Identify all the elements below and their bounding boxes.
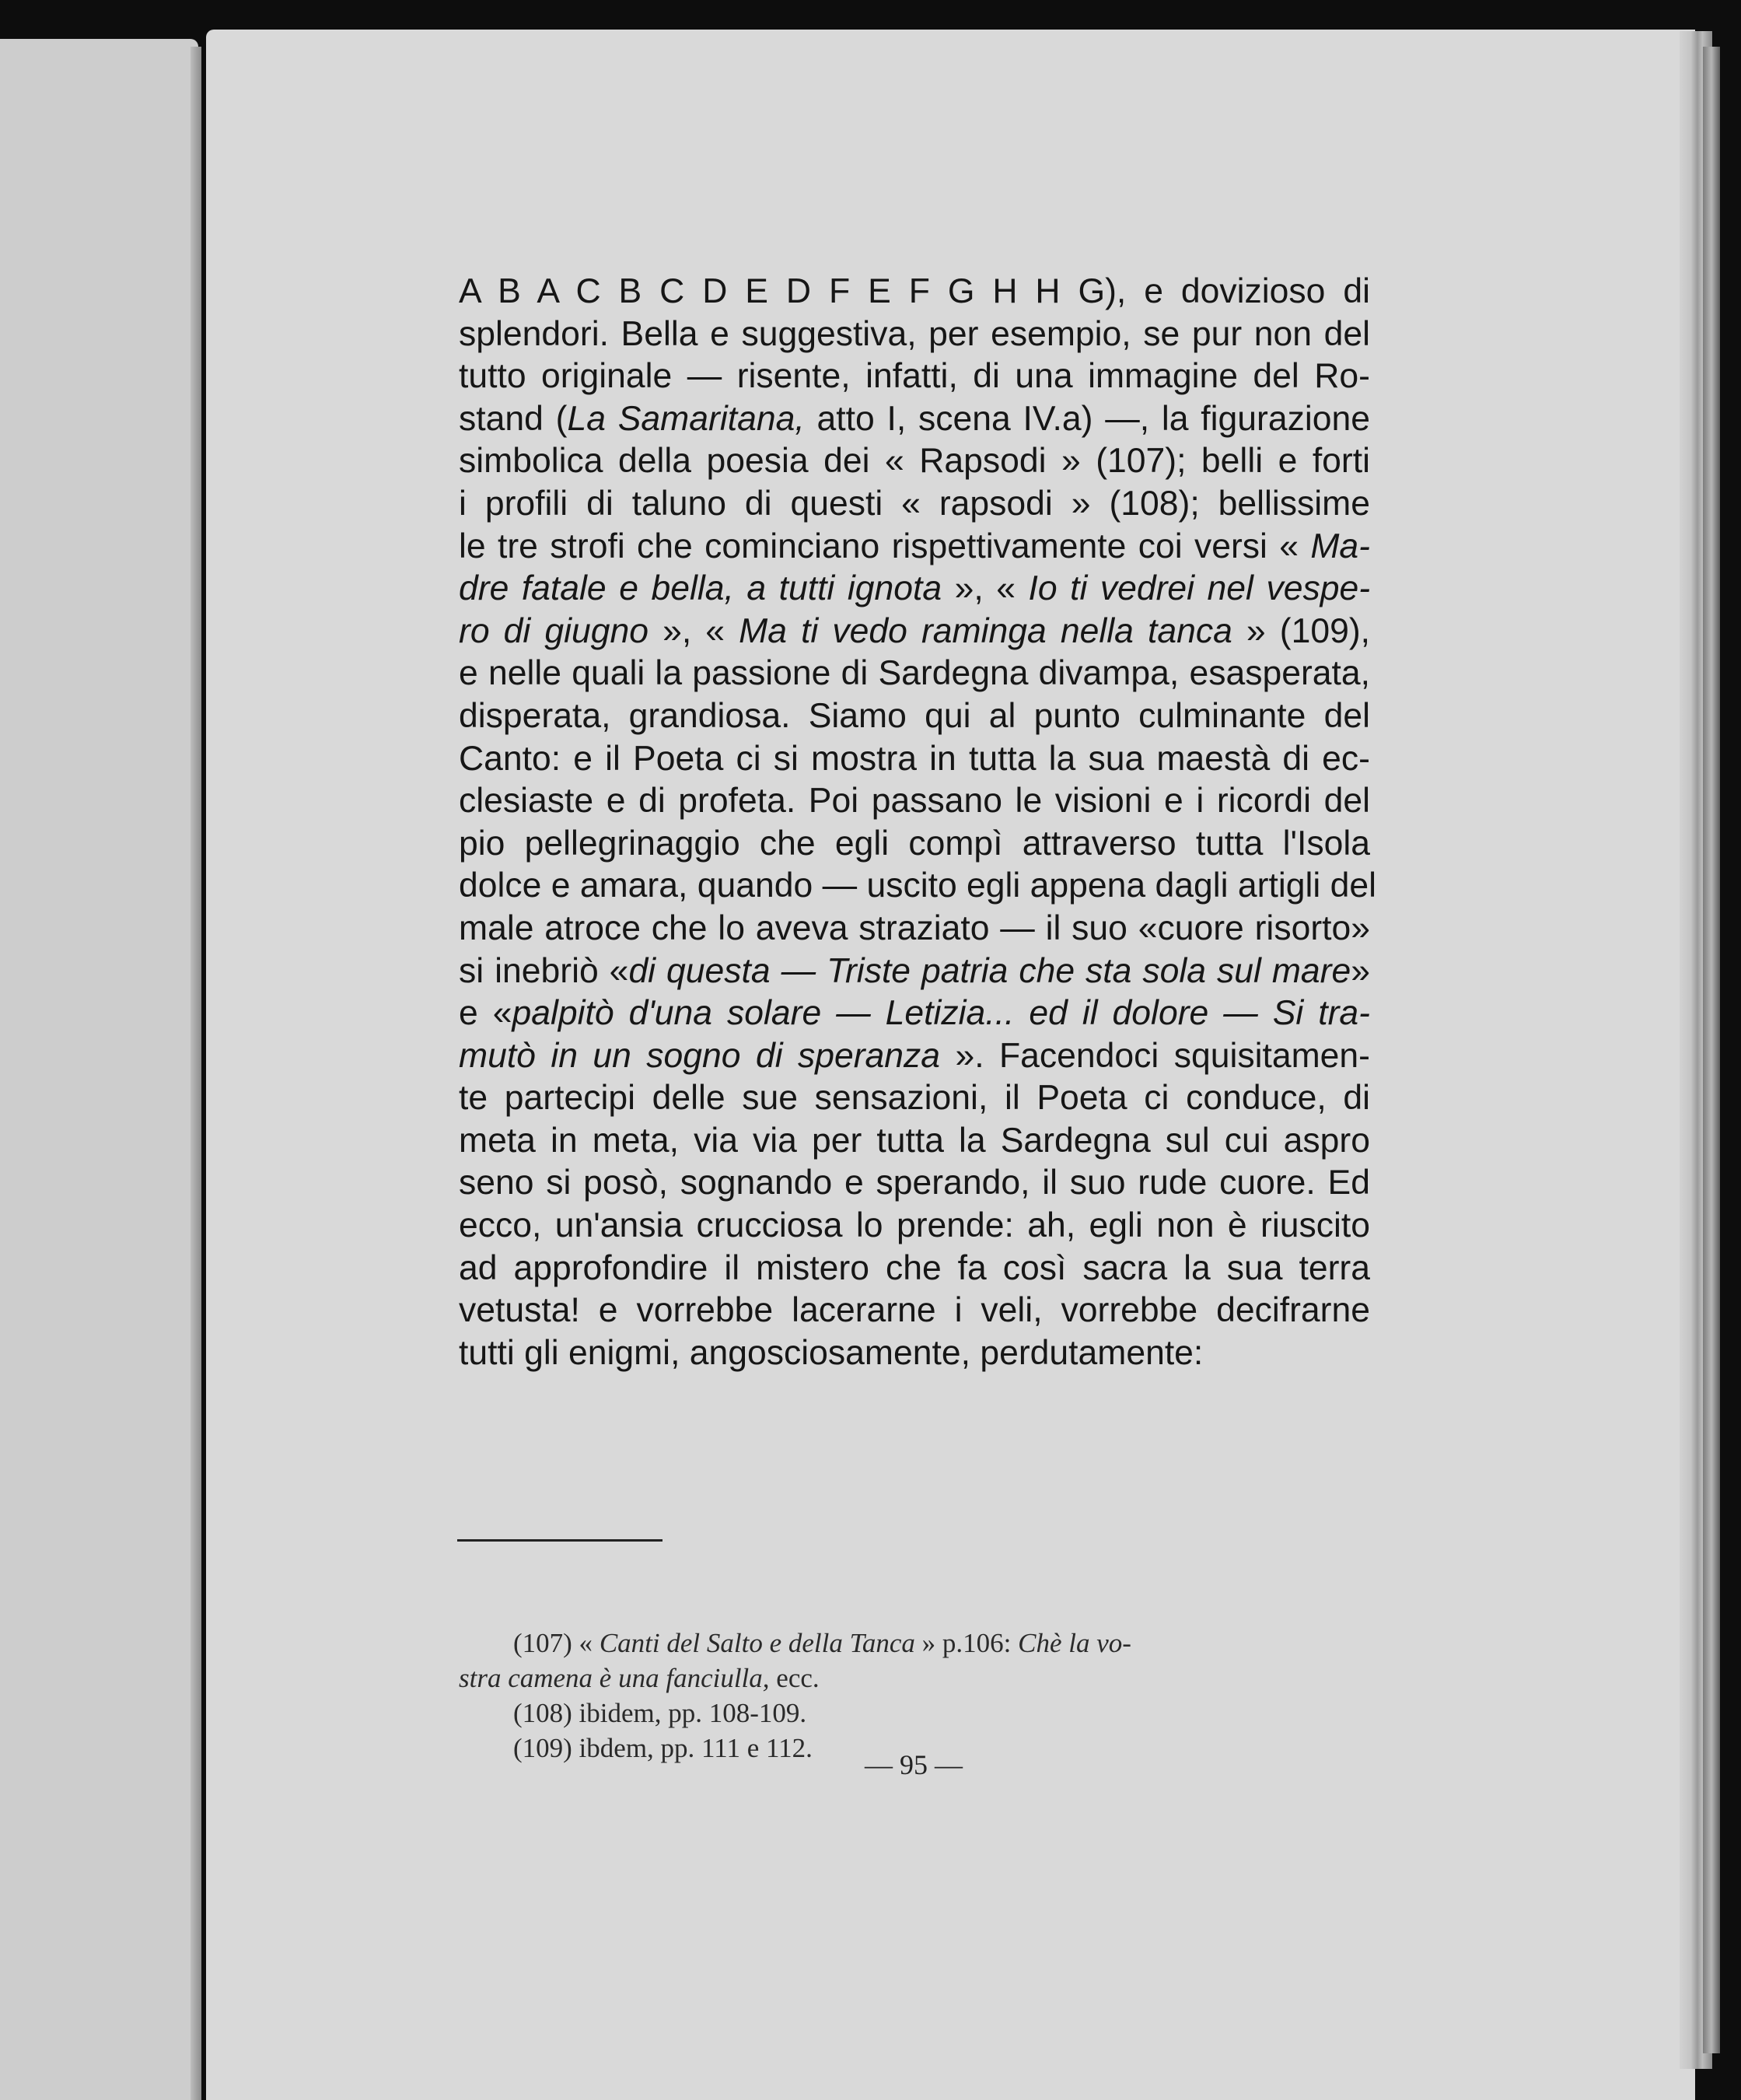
text-segment: ad approfondire il mistero che fa così sacra la sua terra	[459, 1248, 1370, 1287]
text-segment: male atroce che lo aveva straziato — il suo «cuore risorto»	[459, 908, 1370, 947]
text-segment: atto I, scena IV.a) —, la figurazione	[804, 399, 1370, 438]
text-segment: tutti gli enigmi, angosciosamente, perdutamente:	[459, 1333, 1204, 1372]
book-gutter	[191, 47, 201, 2100]
italic-text: stra camena è una fanciulla,	[459, 1663, 770, 1693]
text-line	[459, 1120, 1370, 1163]
text-segment: clesiaste e di profeta. Poi passano le visioni e i ricordi del	[459, 782, 1370, 821]
text-segment: seno si posò, sognando e sperando, il suo rude cuore. Ed	[459, 1164, 1370, 1202]
book-cover-edge	[1703, 47, 1720, 2053]
text-segment: A B A C B C D E D F E F G H H G), e dovizioso di	[459, 272, 1370, 310]
text-segment: stand (	[459, 399, 568, 438]
text-segment: », «	[649, 611, 739, 650]
text-segment: »	[1351, 951, 1371, 990]
text-line	[459, 568, 1370, 611]
text-segment: » (109),	[1232, 611, 1371, 650]
text-line	[459, 780, 1370, 823]
text-segment: e «	[459, 994, 512, 1033]
main-text-block	[459, 271, 1377, 1374]
text-segment: si inebriò «	[459, 951, 629, 990]
text-line	[459, 271, 1370, 313]
text-line	[459, 1205, 1370, 1248]
text-segment: tutto originale — risente, infatti, di una immagine del Ro-	[459, 357, 1370, 396]
text-segment: vetusta! e vorrebbe lacerarne i veli, vorrebbe decifrarne	[459, 1291, 1370, 1330]
text-segment: pio pellegrinaggio che egli compì attraverso tutta l'Isola	[459, 824, 1370, 863]
text-segment: (109) ibdem, pp. 111 e 112.	[513, 1733, 813, 1763]
text-line	[459, 1035, 1370, 1078]
text-line	[459, 483, 1370, 526]
text-segment: (108) ibidem, pp. 108-109.	[513, 1698, 807, 1728]
footnote-line	[459, 1696, 1370, 1731]
italic-text: palpitò d'una solare — Letizia... ed il dolore — Si tra-	[512, 994, 1370, 1033]
text-segment: », «	[942, 569, 1029, 608]
footnote-line	[459, 1626, 1370, 1661]
italic-text: di questa — Triste patria che sta sola sul mare	[628, 951, 1351, 990]
italic-text: Io ti vedrei nel vespe-	[1028, 569, 1371, 608]
text-segment: » p.106:	[914, 1628, 1019, 1658]
text-line	[459, 1077, 1370, 1120]
footnote-line	[459, 1661, 1370, 1696]
text-line	[459, 1290, 1370, 1332]
italic-text: ro di giugno	[459, 611, 649, 650]
text-segment: Canto: e il Poeta ci si mostra in tutta la sua maestà di ec-	[459, 739, 1370, 778]
text-line	[459, 1332, 1370, 1375]
footnotes	[459, 1626, 1370, 1766]
footnote-separator	[457, 1539, 662, 1542]
text-segment: dolce e amara, quando — uscito egli appena dagli artigli del	[459, 866, 1377, 905]
text-segment: te partecipi delle sue sensazioni, il Poeta ci conduce, di	[459, 1079, 1370, 1118]
text-line	[459, 908, 1370, 950]
italic-text: Ma ti vedo raminga nella tanca	[739, 611, 1232, 650]
text-line	[459, 355, 1370, 398]
text-line	[459, 1248, 1370, 1290]
text-segment: (107) «	[513, 1628, 600, 1658]
text-line	[459, 653, 1370, 695]
italic-text: Ma-	[1310, 527, 1370, 565]
text-segment: ecco, un'ansia crucciosa lo prende: ah, egli non è riuscito	[459, 1206, 1370, 1245]
text-line	[459, 738, 1370, 781]
left-page	[0, 39, 198, 2100]
text-line	[459, 865, 1377, 908]
italic-text: Chè la vo-	[1018, 1628, 1131, 1658]
text-line	[459, 992, 1370, 1035]
text-line	[459, 695, 1370, 738]
text-line	[459, 398, 1370, 441]
text-segment: splendori. Bella e suggestiva, per esempio, se pur non del	[459, 314, 1370, 353]
italic-text: dre fatale e bella, a tutti ignota	[459, 569, 942, 608]
text-segment: meta in meta, via via per tutta la Sardegna sul cui aspro	[459, 1121, 1370, 1160]
text-line	[459, 611, 1370, 653]
text-line	[459, 313, 1370, 356]
text-line	[459, 950, 1370, 993]
text-segment: ecc.	[769, 1663, 820, 1693]
text-line	[459, 526, 1370, 569]
italic-text: La Samaritana,	[567, 399, 805, 438]
page-number: — 95 —	[865, 1749, 963, 1780]
text-segment: ». Facendoci squisitamen-	[940, 1036, 1370, 1075]
text-segment: simbolica della poesia dei « Rapsodi » (107); belli e forti	[459, 442, 1370, 481]
text-line	[459, 1162, 1370, 1205]
text-segment: e nelle quali la passione di Sardegna divampa, esasperata,	[459, 654, 1370, 693]
text-segment: disperata, grandiosa. Siamo qui al punto culminante del	[459, 696, 1370, 735]
text-segment: i profili di taluno di questi « rapsodi » (108); bellissime	[459, 484, 1370, 523]
text-segment: le tre strofi che cominciano rispettivamente coi versi «	[459, 527, 1311, 565]
italic-text: mutò in un sogno di speranza	[459, 1036, 941, 1075]
text-line	[459, 823, 1370, 866]
text-line	[459, 440, 1370, 483]
italic-text: Canti del Salto e della Tanca	[599, 1628, 915, 1658]
